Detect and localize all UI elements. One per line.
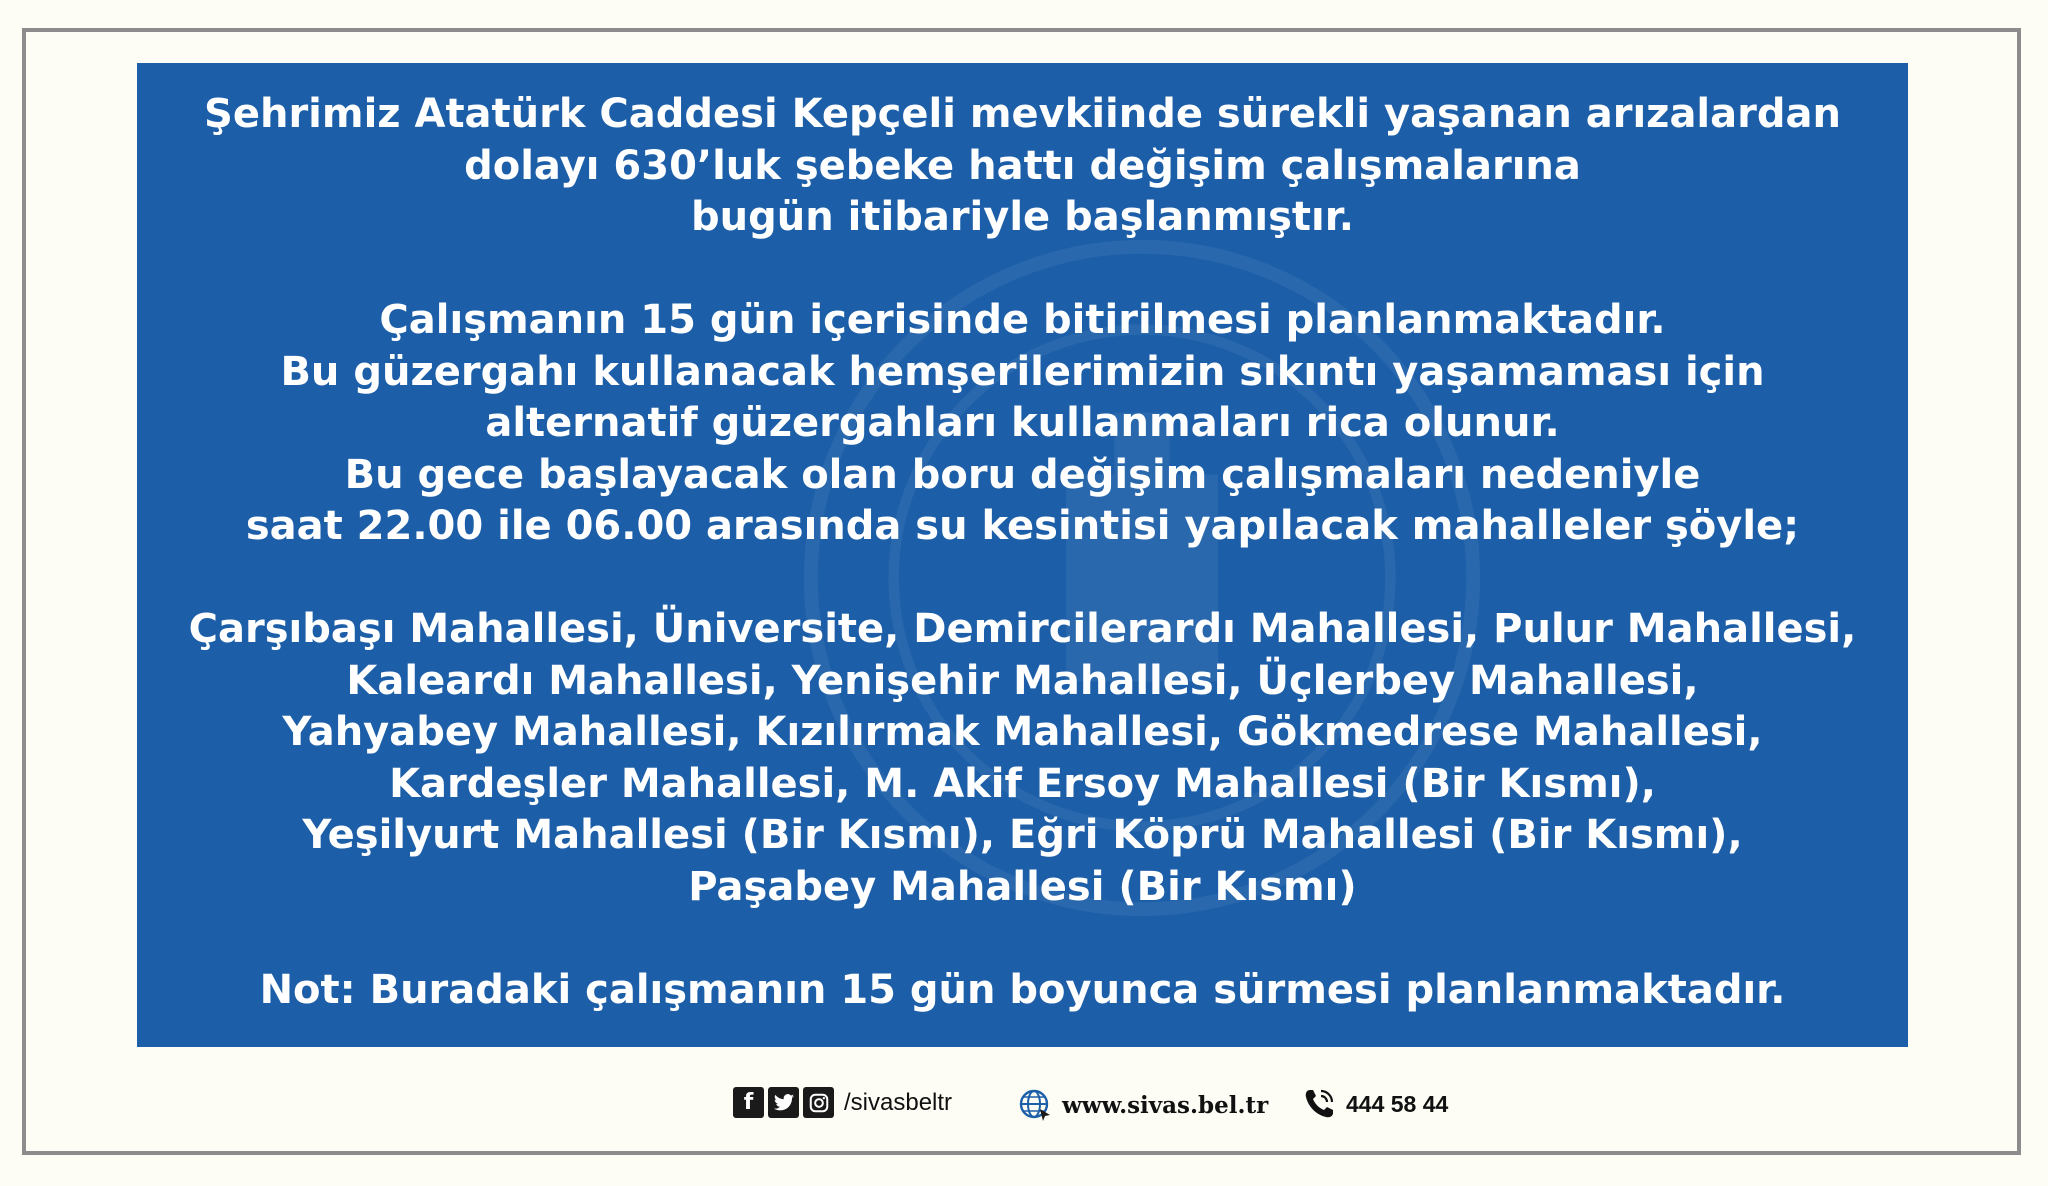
social-links [733, 1087, 952, 1118]
website-text[interactable]: www.sivas.bel.tr [1062, 1091, 1269, 1119]
neighborhood-line: Kardeşler Mahallesi, M. Akif Ersoy Mahallesi (Bir Kısmı), [389, 760, 1656, 807]
text-line: Şehrimiz Atatürk Caddesi Kepçeli mevkiinde sürekli yaşanan arızalardan [204, 91, 1841, 137]
facebook-icon[interactable]: f [733, 1087, 764, 1118]
phone-icon [1302, 1087, 1336, 1121]
globe-icon [1018, 1088, 1052, 1122]
neighborhoods-list [137, 604, 1908, 913]
neighborhood-line: Yahyabey Mahallesi, Kızılırmak Mahallesi, Gökmedrese Mahallesi, [282, 709, 1763, 755]
notice-text [137, 89, 1908, 1016]
notice-panel [137, 63, 1908, 1047]
phone-number[interactable]: 444 58 44 [1346, 1090, 1449, 1117]
note-line: Not: Buradaki çalışmanın 15 gün boyunca sürmesi planlanmaktadır. [259, 966, 1786, 1013]
website-link[interactable] [1018, 1088, 1268, 1122]
social-handle[interactable]: /sivasbeltr [844, 1088, 953, 1116]
instagram-icon[interactable] [803, 1087, 834, 1118]
neighborhood-line: Çarşıbaşı Mahallesi, Üniversite, Demircilerardı Mahallesi, Pulur Mahallesi, [188, 606, 1857, 652]
text-line: dolayı 630’luk şebeke hattı değişim çalışmalarına [464, 142, 1581, 189]
neighborhood-line: Yeşilyurt Mahallesi (Bir Kısmı), Eğri Köprü Mahallesi (Bir Kısmı), [302, 812, 1743, 858]
text-line: Bu güzergahı kullanacak hemşerilerimizin sıkıntı yaşamaması için [280, 348, 1765, 395]
note-paragraph [137, 965, 1908, 1017]
text-line: bugün itibariyle başlanmıştır. [691, 194, 1354, 240]
footer [0, 1080, 2048, 1130]
text-line: Çalışmanın 15 gün içerisinde bitirilmesi planlanmaktadır. [379, 297, 1666, 343]
text-line: alternatif güzergahları kullanmaları rica olunur. [485, 400, 1560, 446]
plan-paragraph [137, 295, 1908, 553]
phone-contact[interactable] [1302, 1087, 1448, 1121]
neighborhood-line: Paşabey Mahallesi (Bir Kısmı) [688, 863, 1357, 910]
twitter-icon[interactable] [768, 1087, 799, 1118]
text-line: Bu gece başlayacak olan boru değişim çalışmaları nedeniyle [344, 451, 1701, 498]
neighborhood-line: Kaleardı Mahallesi, Yenişehir Mahallesi, Üçlerbey Mahallesi, [346, 657, 1699, 704]
intro-paragraph [137, 89, 1908, 244]
text-line: saat 22.00 ile 06.00 arasında su kesintisi yapılacak mahalleler şöyle; [245, 503, 1800, 549]
